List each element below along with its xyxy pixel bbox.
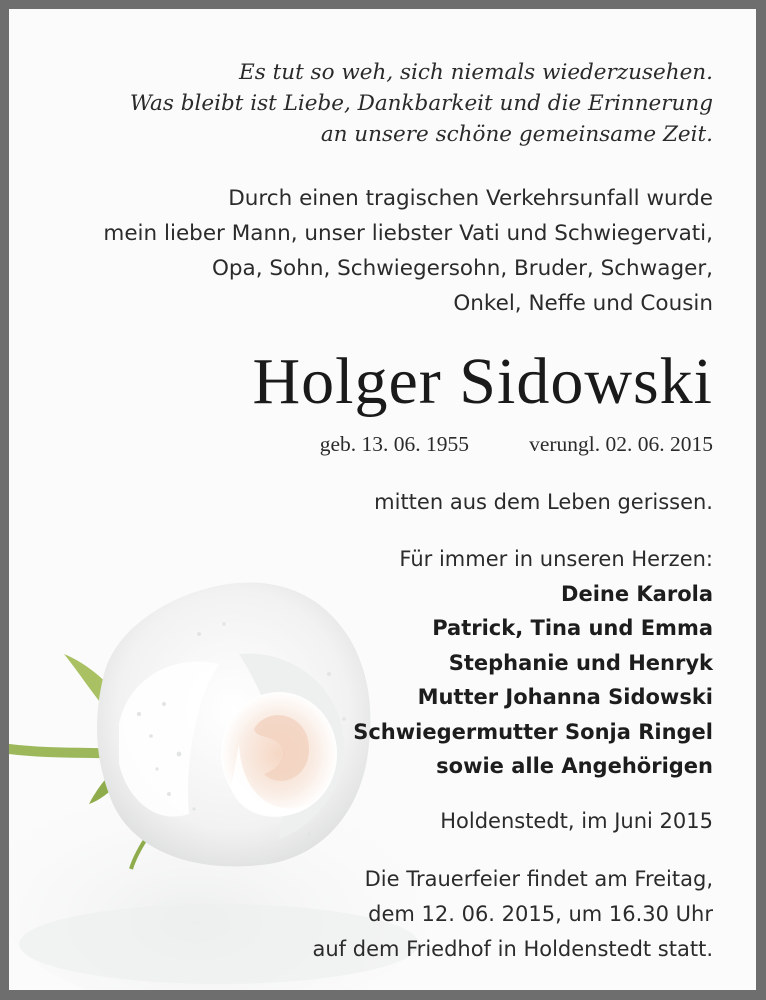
place-date: Holdenstedt, im Juni 2015 — [440, 809, 713, 833]
life-dates — [320, 429, 713, 459]
mourners-intro: Für immer in unseren Herzen: — [399, 547, 713, 571]
poem-line: an unsere schöne gemeinsame Zeit. — [320, 122, 713, 147]
announcement-line: Opa, Sohn, Schwiegersohn, Bruder, Schwager, — [211, 256, 713, 281]
poem-line: Es tut so weh, sich niemals wiederzusehen. — [239, 60, 713, 85]
mourner-name: Deine Karola — [561, 581, 713, 606]
mourner-name: sowie alle Angehörigen — [436, 754, 713, 778]
mourner-name: Stephanie und Henryk — [448, 650, 713, 675]
birth-date: geb. 13. 06. 1955 — [319, 432, 470, 456]
mourner-name: Mutter Johanna Sidowski — [417, 685, 713, 709]
service-line: Die Trauerfeier findet am Freitag, — [364, 867, 713, 891]
phrase-text: mitten aus dem Leben gerissen. — [374, 490, 713, 514]
service-line: auf dem Friedhof in Holdenstedt statt. — [312, 937, 713, 961]
funeral-service-info — [313, 862, 714, 967]
deceased-name: Holger Sidowski — [252, 345, 713, 418]
memorial-poem — [130, 57, 713, 150]
announcement-text — [103, 181, 713, 321]
mourner-name: Schwiegermutter Sonja Ringel — [353, 719, 713, 744]
announcement-line: mein lieber Mann, unser liebster Vati und Schwiegervati, — [103, 221, 713, 246]
mourners-list — [353, 542, 713, 784]
death-date: verungl. 02. 06. 2015 — [529, 432, 713, 456]
poem-line: Was bleibt ist Liebe, Dankbarkeit und die Erinnerung — [129, 91, 713, 116]
service-line: dem 12. 06. 2015, um 16.30 Uhr — [368, 902, 713, 926]
announcement-line: Durch einen tragischen Verkehrsunfall wurde — [228, 186, 713, 211]
announcement-line: Onkel, Neffe und Cousin — [453, 291, 713, 316]
mourner-name: Patrick, Tina und Emma — [432, 616, 713, 640]
